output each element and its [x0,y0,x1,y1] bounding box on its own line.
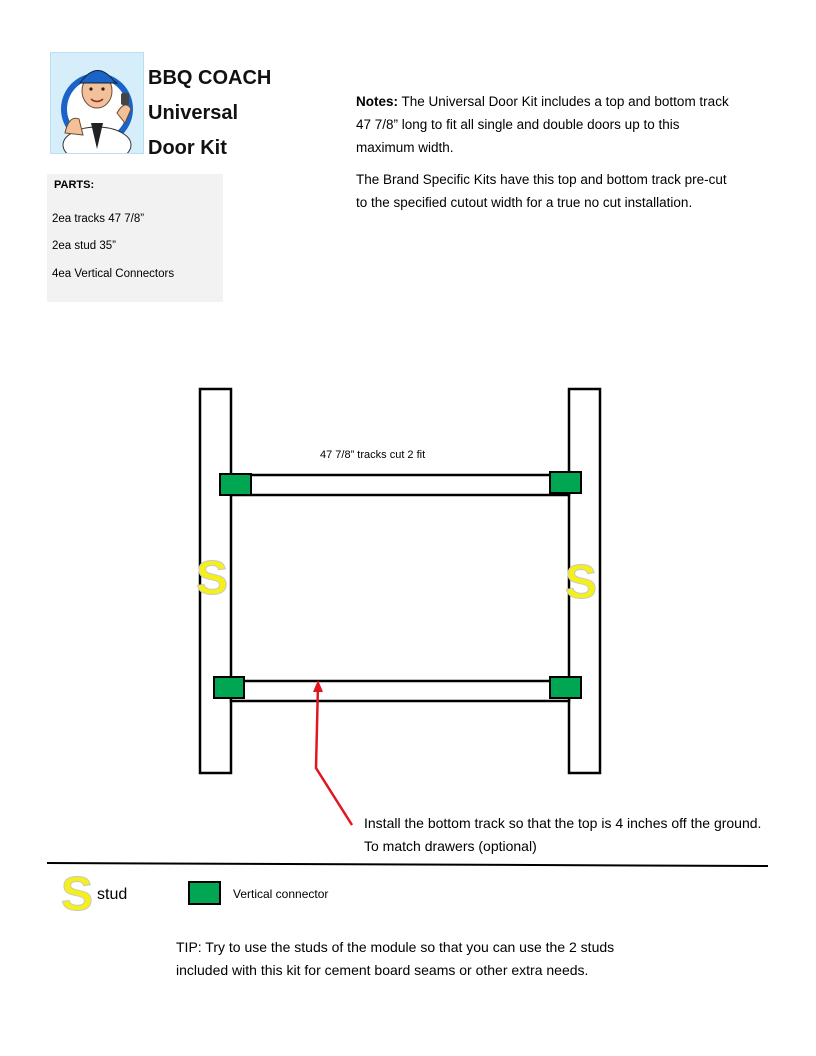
notes-label: Notes: [356,94,399,109]
title-line-2: Universal [148,102,239,124]
connector-top-left [220,474,251,495]
connector-bottom-left [214,677,244,698]
legend-stud-symbol: S [60,868,94,921]
parts-item: 2ea stud 35” [52,240,116,252]
notes-paragraph-2: The Brand Specific Kits have this top and bottom track pre-cut to the specified cutout width for a true no cut installation. [356,172,727,210]
title-line-3: Door Kit [148,137,227,159]
stud-symbol-right: S [564,556,598,609]
legend-connector-label: Vertical connector [233,887,329,901]
stud-symbol-left: S [195,552,229,605]
legend-connector-swatch [189,882,220,904]
parts-item: 4ea Vertical Connectors [52,268,175,280]
tip-text: TIP: Try to use the studs of the module so that you can use the 2 studs included with this kit for cement board seams or other extra needs. [176,939,615,978]
title-line-1: BBQ COACH [148,67,272,89]
notes-text-1: The Universal Door Kit includes a top and bottom track 47 7/8” long to fit all single and double doors up to this maximum width. [356,94,729,155]
top-track [231,475,569,495]
track-label: 47 7/8” tracks cut 2 fit [320,449,426,461]
bottom-track [231,681,569,701]
install-note: Install the bottom track so that the top is 4 inches off the ground. To match drawers (optional) [364,815,762,854]
install-arrow [316,684,352,825]
parts-item: 2ea tracks 47 7/8” [52,213,145,225]
parts-heading: PARTS: [54,179,95,191]
connector-top-right [550,472,581,493]
legend-stud-label: stud [97,886,128,903]
section-divider [47,863,768,866]
connector-bottom-right [550,677,581,698]
